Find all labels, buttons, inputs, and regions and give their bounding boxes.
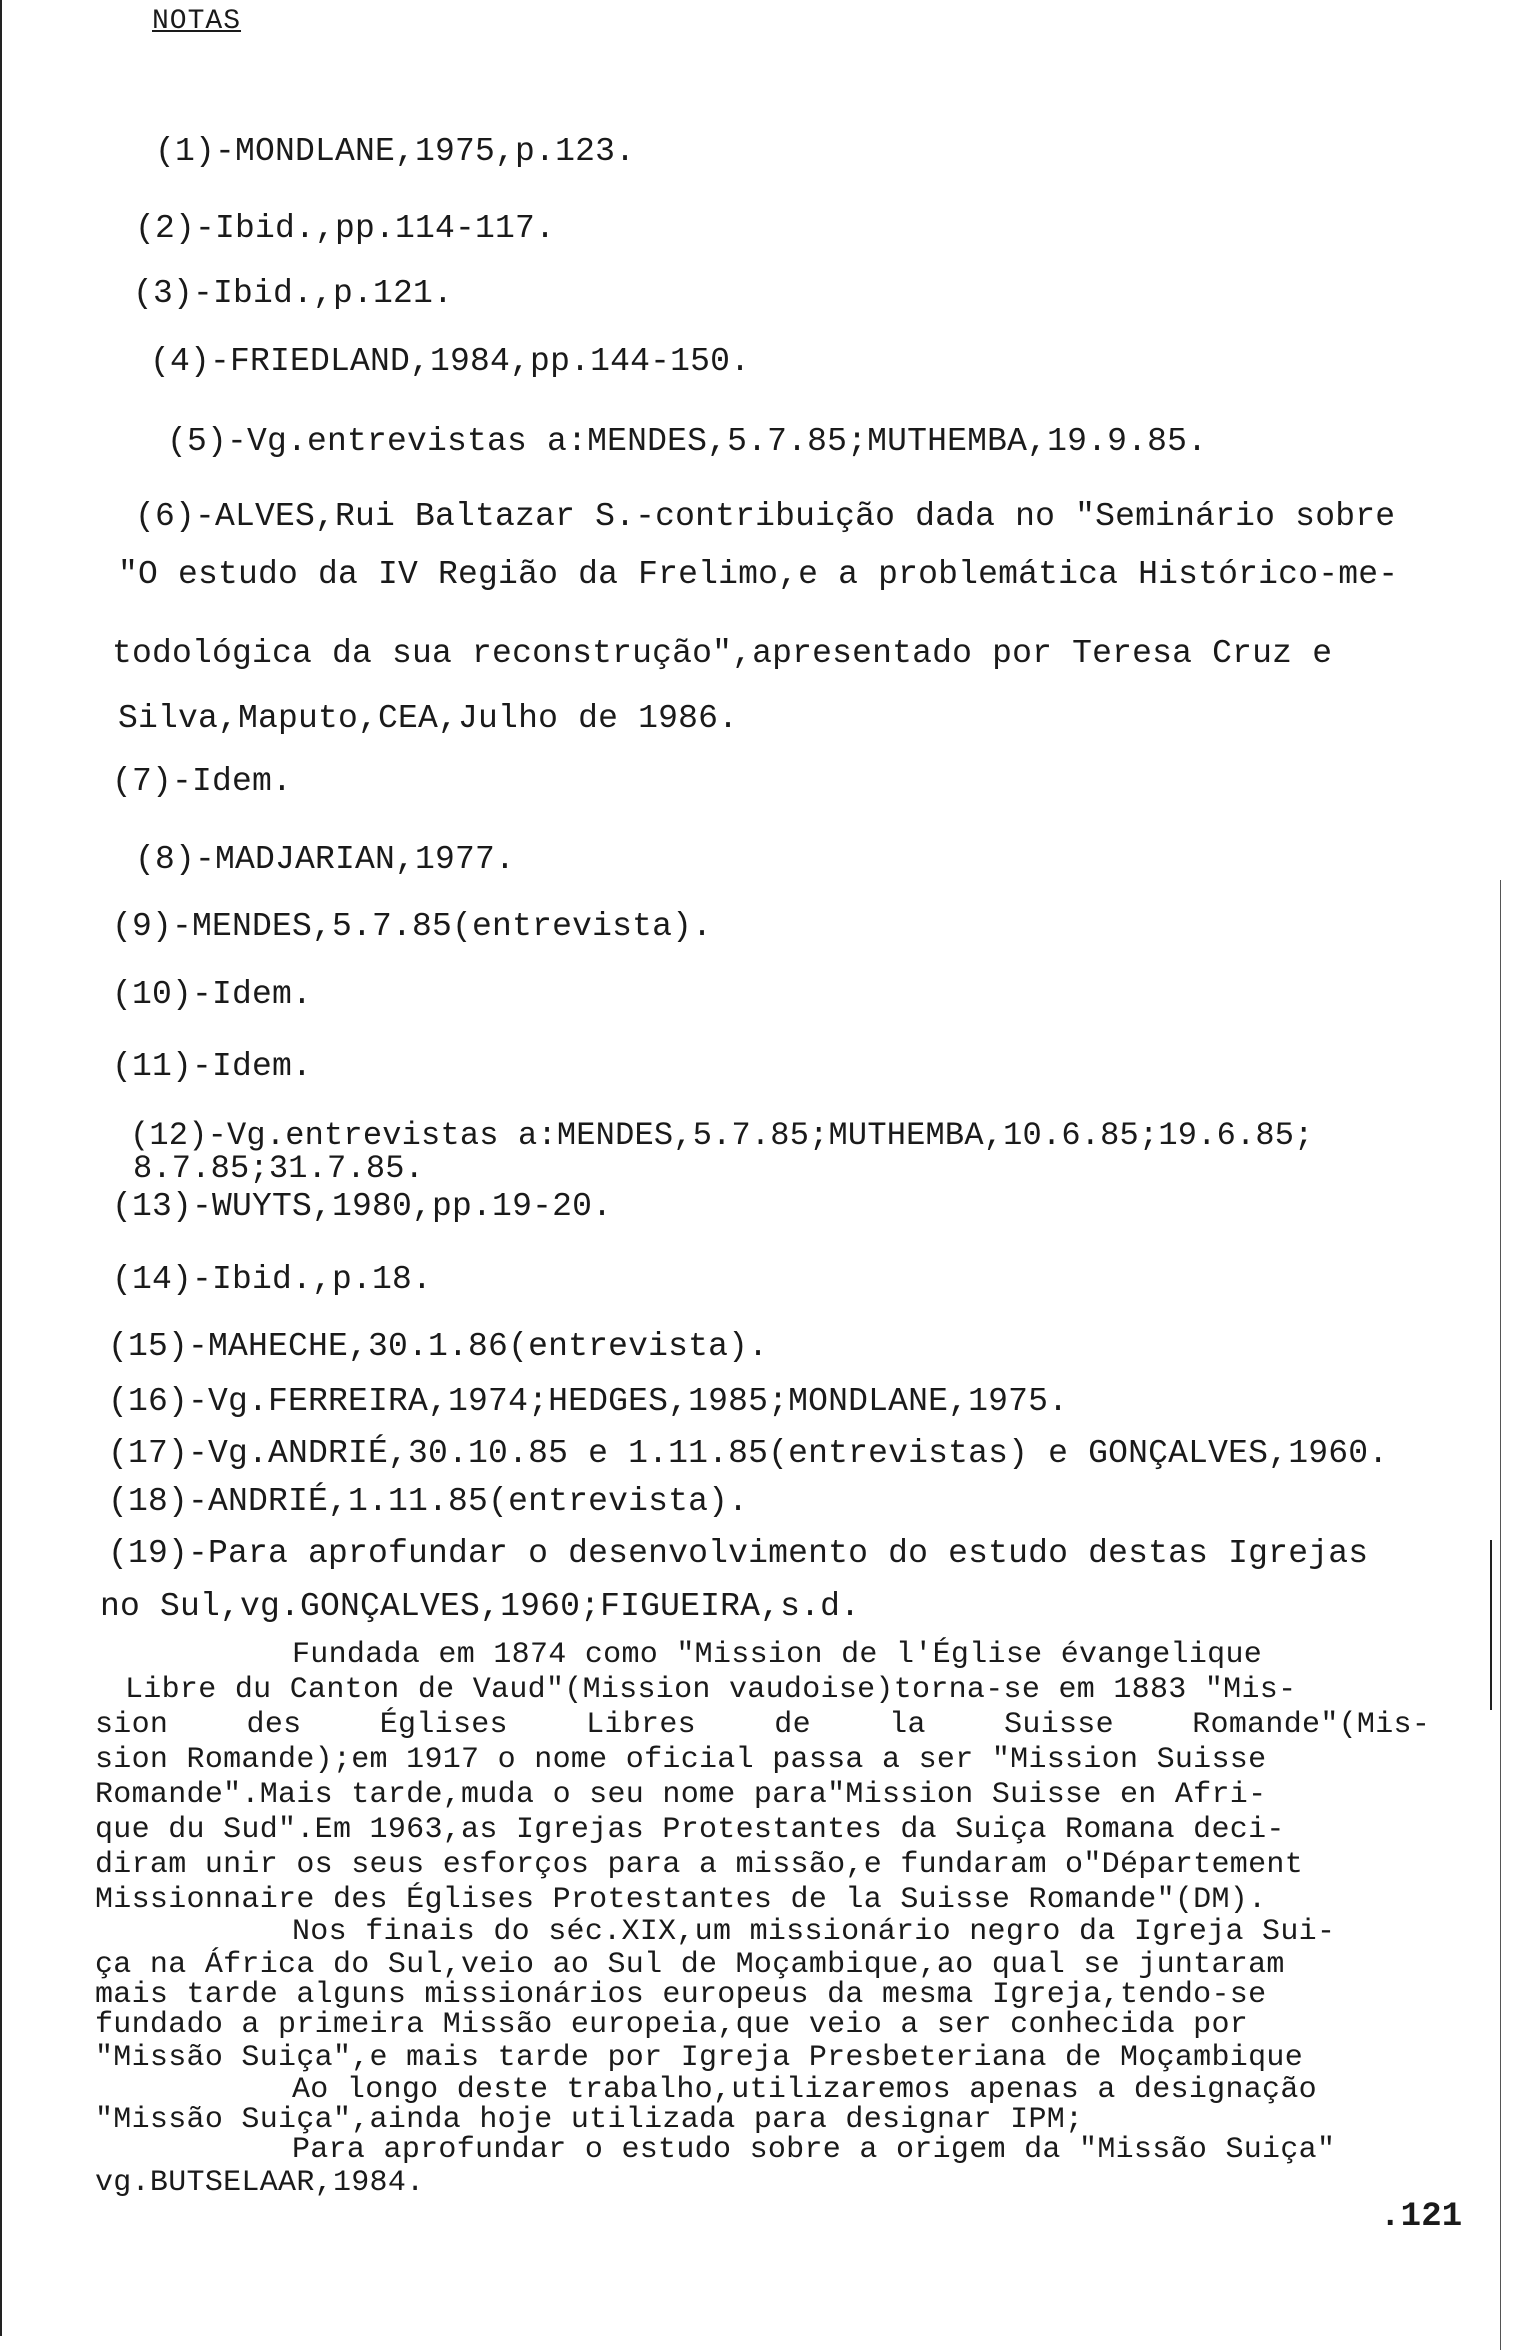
scan-border-left xyxy=(0,0,2,2336)
note-line: todológica da sua reconstrução",apresentado por Teresa Cruz e xyxy=(112,635,1333,672)
note-line: (16)-Vg.FERREIRA,1974;HEDGES,1985;MONDLANE,1975. xyxy=(108,1383,1069,1420)
note-line: (12)-Vg.entrevistas a:MENDES,5.7.85;MUTHEMBA,10.6.85;19.6.85; xyxy=(130,1117,1314,1154)
note-line: (8)-MADJARIAN,1977. xyxy=(135,841,516,878)
commentary-line: que du Sud".Em 1963,as Igrejas Protestantes da Suiça Romana deci- xyxy=(95,1813,1285,1847)
note-line: (13)-WUYTS,1980,pp.19-20. xyxy=(112,1188,613,1225)
notes-heading: NOTAS xyxy=(152,6,242,37)
note-line: (4)-FRIEDLAND,1984,pp.144-150. xyxy=(150,343,751,380)
note-line: 8.7.85;31.7.85. xyxy=(133,1150,425,1187)
commentary-line: "Missão Suiça",e mais tarde por Igreja Presbeteriana de Moçambique xyxy=(95,2041,1303,2075)
note-line: (2)-Ibid.,pp.114-117. xyxy=(135,210,556,247)
note-line: (18)-ANDRIÉ,1.11.85(entrevista). xyxy=(108,1483,749,1520)
page-number: .121 xyxy=(1380,2198,1463,2236)
commentary-line: Fundada em 1874 como "Mission de l'Église évangelique xyxy=(292,1638,1263,1672)
note-line: (17)-Vg.ANDRIÉ,30.10.85 e 1.11.85(entrevistas) e GONÇALVES,1960. xyxy=(108,1435,1389,1472)
commentary-line: Missionnaire des Églises Protestantes de la Suisse Romande"(DM). xyxy=(95,1883,1267,1917)
commentary-line: sion des Églises Libres de la Suisse Romande"(Mis- xyxy=(95,1708,1431,1742)
note-line: (5)-Vg.entrevistas a:MENDES,5.7.85;MUTHEMBA,19.9.85. xyxy=(167,423,1208,460)
scan-border-right-lower xyxy=(1490,1540,1492,1710)
note-line: (14)-Ibid.,p.18. xyxy=(112,1261,433,1298)
commentary-line: diram unir os seus esforços para a missão,e fundaram o"Département xyxy=(95,1848,1303,1882)
note-line: (7)-Idem. xyxy=(112,763,293,800)
note-line: Silva,Maputo,CEA,Julho de 1986. xyxy=(118,700,739,737)
note-line: (6)-ALVES,Rui Baltazar S.-contribuição dada no "Seminário sobre xyxy=(135,498,1396,535)
note-line: (15)-MAHECHE,30.1.86(entrevista). xyxy=(108,1328,769,1365)
note-line: (10)-Idem. xyxy=(112,976,313,1013)
commentary-line: mais tarde alguns missionários europeus da mesma Igreja,tendo-se xyxy=(95,1978,1267,2012)
commentary-line: Nos finais do séc.XIX,um missionário negro da Igreja Sui- xyxy=(292,1915,1336,1949)
scan-border-right xyxy=(1500,880,1501,2350)
commentary-line: Ao longo deste trabalho,utilizaremos apenas a designação xyxy=(292,2073,1317,2107)
note-line: (11)-Idem. xyxy=(112,1048,313,1085)
commentary-line: Romande".Mais tarde,muda o seu nome para"Mission Suisse en Afri- xyxy=(95,1778,1267,1812)
commentary-line: sion Romande);em 1917 o nome oficial passa a ser "Mission Suisse xyxy=(95,1743,1267,1777)
commentary-line: "Missão Suiça",ainda hoje utilizada para designar IPM; xyxy=(95,2103,1084,2137)
commentary-line: fundado a primeira Missão europeia,que veio a ser conhecida por xyxy=(95,2008,1249,2042)
commentary-line: Para aprofundar o estudo sobre a origem da "Missão Suiça" xyxy=(292,2133,1336,2167)
commentary-line: Libre du Canton de Vaud"(Mission vaudoise)torna-se em 1883 "Mis- xyxy=(125,1673,1297,1707)
note-line: (3)-Ibid.,p.121. xyxy=(133,275,454,312)
note-line: (1)-MONDLANE,1975,p.123. xyxy=(155,133,636,170)
note-line: (19)-Para aprofundar o desenvolvimento do estudo destas Igrejas xyxy=(108,1535,1369,1572)
note-line: (9)-MENDES,5.7.85(entrevista). xyxy=(112,908,713,945)
note-line: no Sul,vg.GONÇALVES,1960;FIGUEIRA,s.d. xyxy=(100,1588,861,1625)
commentary-line: ça na África do Sul,veio ao Sul de Moçambique,ao qual se juntaram xyxy=(95,1948,1285,1982)
commentary-line: vg.BUTSELAAR,1984. xyxy=(95,2166,425,2200)
note-line: "O estudo da IV Região da Frelimo,e a problemática Histórico-me- xyxy=(118,556,1399,593)
